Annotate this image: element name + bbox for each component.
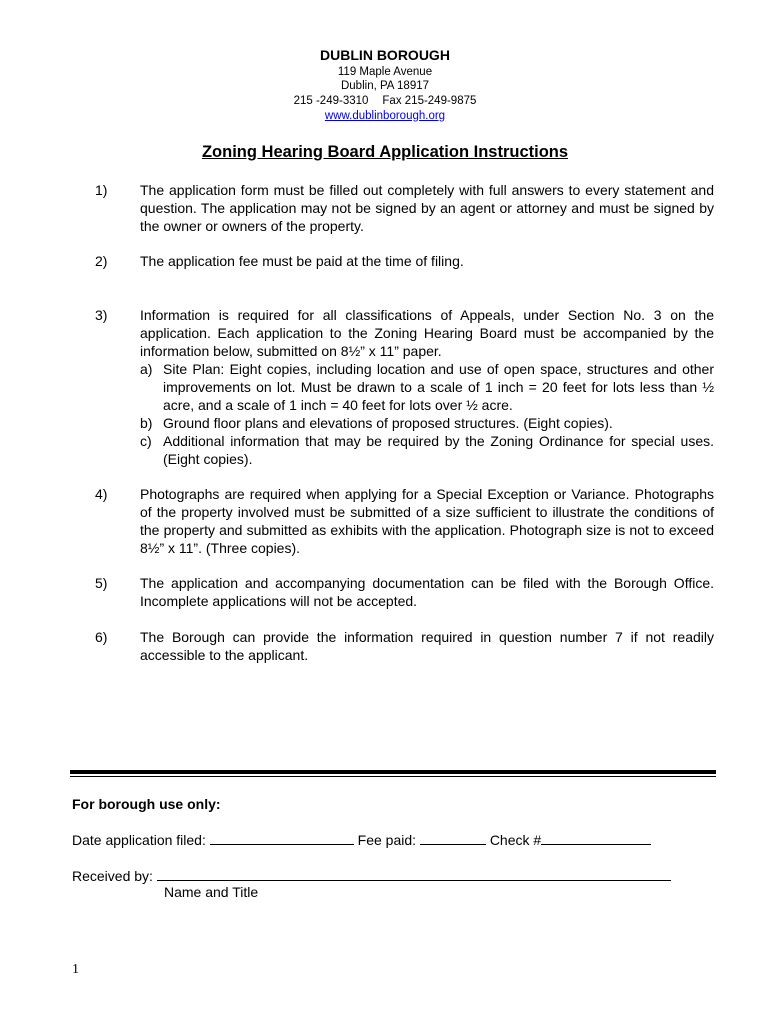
item-number: 4): [95, 486, 108, 502]
section-divider-thin: [70, 776, 716, 777]
subitem-label: a): [140, 361, 153, 377]
website-line: [0, 110, 770, 122]
item-text: Photographs are required when applying for a Special Exception or Variance. Photographs of the property involved must be submitted of a size sufficient to illustrate the conditions of the property and submitted as exhibits with the application. Photograph size is not to exceed 8½” x 11”. (Three copies).: [140, 486, 714, 556]
item-text: The application form must be filled out completely with full answers to every statement and question. The application may not be signed by an agent or attorney and must be signed by the owner or owners of the property.: [140, 182, 714, 234]
received-by-field[interactable]: [157, 866, 671, 881]
fee-paid-field[interactable]: [420, 830, 486, 845]
subitem-text: Additional information that may be required by the Zoning Ordinance for special uses. (Eight copies).: [163, 433, 714, 467]
website-link[interactable]: www.dublinborough.org: [324, 110, 446, 122]
item-number: 1): [95, 182, 108, 198]
org-name: DUBLIN BOROUGH: [320, 47, 450, 63]
item-text: The application and accompanying documentation can be filed with the Borough Office. Incomplete applications will not be accepted.: [140, 575, 714, 609]
item-number: 2): [95, 253, 108, 269]
name-title-caption: Name and Title: [164, 884, 259, 900]
subitem-label: c): [140, 433, 152, 449]
item-number: 6): [95, 629, 108, 645]
page-number: 1: [72, 962, 79, 977]
phone-fax-line: [0, 95, 770, 107]
received-by-label: Received by:: [72, 868, 153, 884]
subitem-b: [140, 414, 714, 432]
address-street: 119 Maple Avenue: [337, 66, 433, 78]
date-filed-field[interactable]: [210, 830, 354, 845]
received-by-row: [72, 866, 671, 884]
filing-details-row: [72, 830, 651, 848]
subitem-text: Site Plan: Eight copies, including location and use of open space, structures and other improvements on lot. Must be drawn to a scale of 1 inch = 20 feet for lots less than ½ acre, and a scale of 1 inch = 40 feet for lots over ½ acre.: [163, 361, 714, 413]
subitem-label: b): [140, 415, 153, 431]
phone-number: 215 -249-3310: [293, 95, 369, 107]
subitem-c: [140, 432, 714, 468]
check-number-field[interactable]: [541, 830, 651, 845]
address-city: Dublin, PA 18917: [340, 80, 430, 92]
page-title: Zoning Hearing Board Application Instructions: [201, 143, 569, 161]
item-text: Information is required for all classifications of Appeals, under Section No. 3 on the application. Each application to the Zoning Hearing Board must be accompanied by the information below, submitted on 8½” x 11” paper.: [140, 307, 714, 359]
subitem-a: [140, 360, 714, 414]
item-text: The Borough can provide the information required in question number 7 if not readily accessible to the applicant.: [140, 629, 714, 663]
fax-number: Fax 215-249-9875: [382, 95, 477, 107]
section-divider-thick: [70, 770, 716, 774]
office-use-heading: For borough use only:: [72, 796, 221, 812]
date-filed-label: Date application filed:: [72, 832, 206, 848]
fee-paid-label: Fee paid:: [357, 832, 417, 848]
check-number-label: Check #: [489, 832, 542, 848]
item-text: The application fee must be paid at the time of filing.: [140, 253, 464, 269]
subitem-text: Ground floor plans and elevations of proposed structures. (Eight copies).: [163, 415, 613, 431]
item-number: 5): [95, 575, 108, 591]
item-body: [140, 306, 714, 468]
item-number: 3): [95, 307, 108, 323]
